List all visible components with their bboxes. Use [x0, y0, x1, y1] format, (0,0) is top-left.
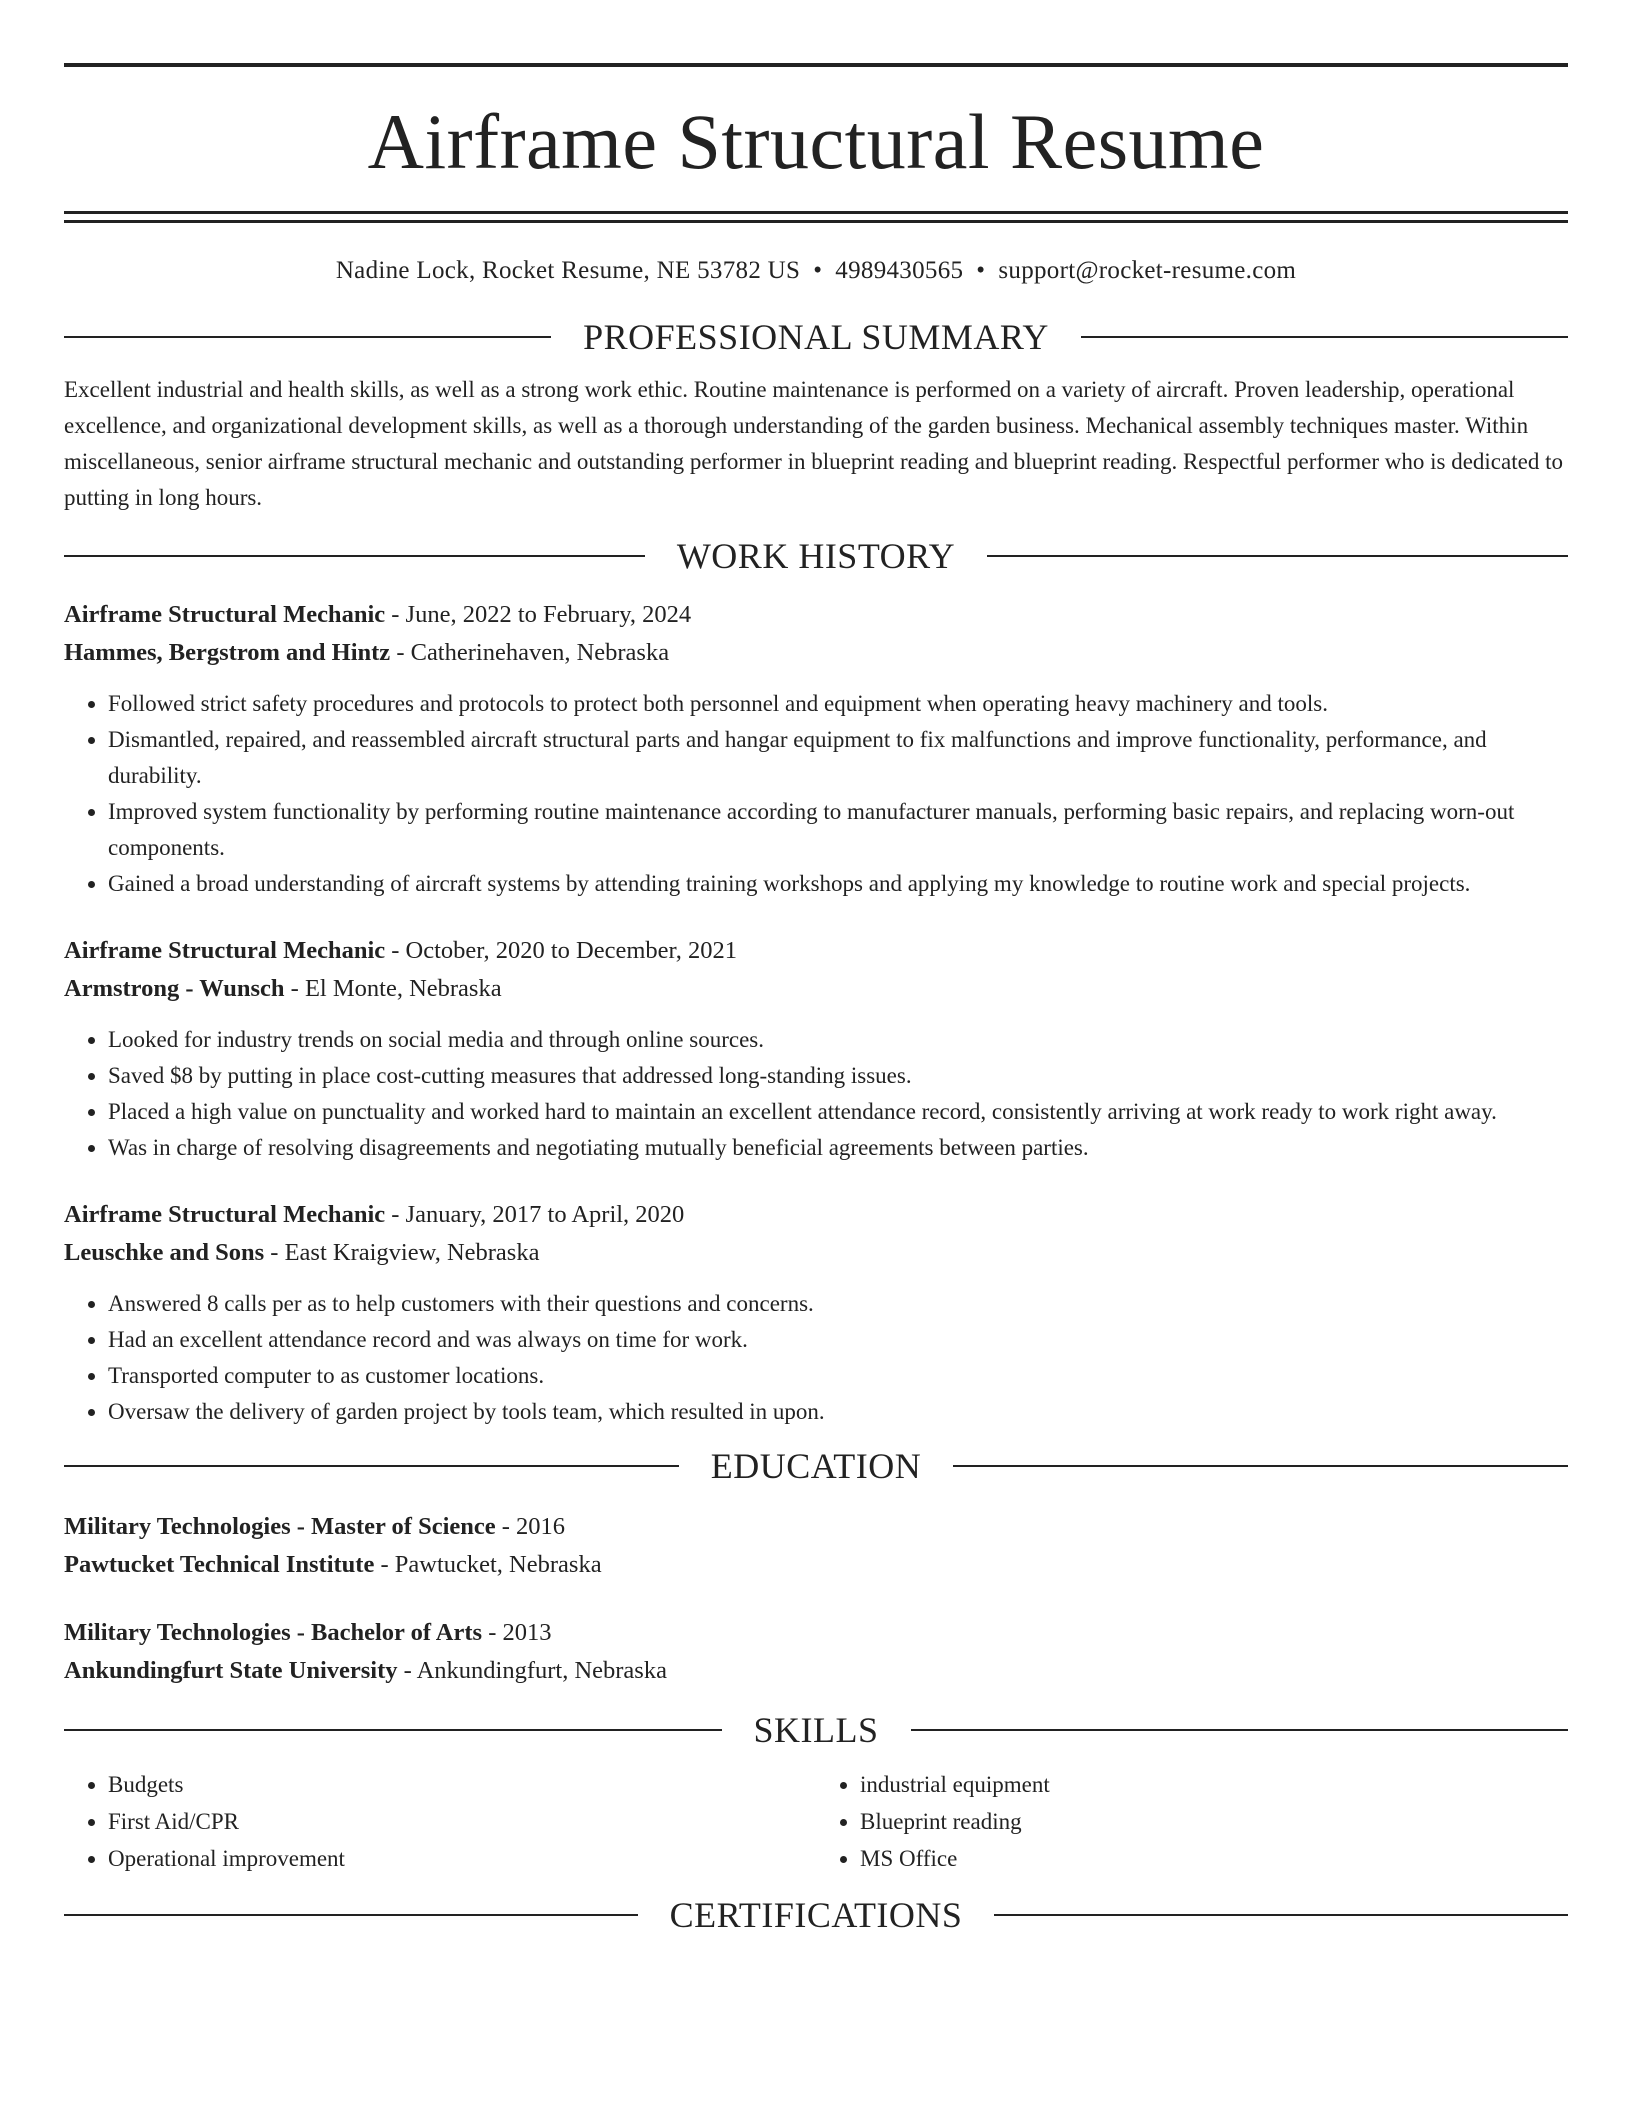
list-item: • Dismantled, repaired, and reassembled aircraft structural parts and hangar equipment to fix malfunctions and improve functionality, performance, and durability. [108, 722, 1568, 794]
top-rule [64, 63, 1568, 67]
job-company-line [64, 634, 1568, 672]
education-school-line [64, 1652, 1568, 1690]
job-role: Airframe Structural Mechanic [64, 937, 386, 964]
section-rule [911, 1729, 1569, 1731]
section-header-summary [64, 319, 1568, 355]
education-degree: Military Technologies - Bachelor of Arts [64, 1619, 483, 1646]
summary-paragraph: Excellent industrial and health skills, as well as a strong work ethic. Routine maintenance is performed on a variety of aircraft. Proven leadership, operational excellence, and organizational development skills, as well as a thorough understanding of the garden business. Mechanical assembly techniques master. Within miscellaneous, senior airframe structural mechanic and outstanding performer in blueprint reading and blueprint reading. Respectful performer who is dedicated to putting in long hours. [64, 377, 1563, 510]
list-item: • Had an excellent attendance record and was always on time for work. [108, 1322, 1568, 1358]
section-rule [994, 1914, 1568, 1916]
job-bullets [64, 1286, 1568, 1430]
section-rule [64, 1465, 679, 1467]
education-degree-line [64, 1614, 1568, 1652]
list-item: • Oversaw the delivery of garden project by tools team, which resulted in upon. [108, 1394, 1568, 1430]
contact-line [64, 257, 1568, 285]
education-degree-line [64, 1508, 1568, 1546]
education-location: - Pawtucket, Nebraska [374, 1551, 602, 1578]
job-title-line [64, 932, 1568, 970]
contact-phone: 4989430565 [835, 257, 964, 284]
job-title-line [64, 1196, 1568, 1234]
section-header-education [64, 1448, 1568, 1484]
list-item: • Transported computer to as customer locations. [108, 1358, 1568, 1394]
section-title-certifications: CERTIFICATIONS [669, 1895, 963, 1935]
section-header-certifications [64, 1897, 1568, 1933]
education-entry [64, 1614, 1568, 1690]
section-rule [64, 1729, 722, 1731]
job-company-line [64, 970, 1568, 1008]
job-company-line [64, 1234, 1568, 1272]
section-rule [987, 555, 1568, 557]
list-item: • Operational improvement [108, 1840, 816, 1877]
job-role: Airframe Structural Mechanic [64, 601, 386, 628]
list-item: • First Aid/CPR [108, 1803, 816, 1840]
job-role: Airframe Structural Mechanic [64, 1201, 386, 1228]
education-location: - Ankundingfurt, Nebraska [397, 1657, 667, 1684]
job-entry [64, 1196, 1568, 1430]
section-header-skills [64, 1712, 1568, 1748]
education-school-line [64, 1546, 1568, 1584]
education-year: - 2013 [482, 1619, 552, 1646]
list-item: • Gained a broad understanding of aircraft systems by attending training workshops and applying my knowledge to routine work and special projects. [108, 866, 1568, 902]
section-rule [1081, 336, 1568, 338]
skills-grid [64, 1766, 1568, 1877]
job-bullets [64, 1022, 1568, 1166]
section-title-summary: PROFESSIONAL SUMMARY [583, 317, 1049, 357]
job-dates: - June, 2022 to February, 2024 [385, 601, 692, 628]
job-title-line [64, 596, 1568, 634]
list-item: • Blueprint reading [860, 1803, 1568, 1840]
section-rule [953, 1465, 1568, 1467]
section-rule [64, 555, 645, 557]
list-item: • MS Office [860, 1840, 1568, 1877]
education-degree: Military Technologies - Master of Science [64, 1513, 496, 1540]
education-entry [64, 1508, 1568, 1584]
contact-separator: • [813, 257, 823, 284]
job-entry [64, 932, 1568, 1166]
job-entry [64, 596, 1568, 902]
section-title-education: EDUCATION [710, 1446, 922, 1486]
job-bullets [64, 686, 1568, 902]
list-item: • Followed strict safety procedures and protocols to protect both personnel and equipment when operating heavy machinery and tools. [108, 686, 1568, 722]
section-header-work [64, 538, 1568, 574]
contact-separator: • [976, 257, 986, 284]
list-item: • Placed a high value on punctuality and worked hard to maintain an excellent attendance record, consistently arriving at work ready to work right away. [108, 1094, 1568, 1130]
job-company: Hammes, Bergstrom and Hintz [64, 639, 391, 666]
section-title-work: WORK HISTORY [676, 536, 956, 576]
contact-address: Nadine Lock, Rocket Resume, NE 53782 US [335, 257, 801, 284]
section-rule [64, 336, 551, 338]
skills-column-right [816, 1766, 1568, 1877]
section-title-skills: SKILLS [753, 1710, 879, 1750]
page-title: Airframe Structural Resume [367, 98, 1265, 185]
education-year: - 2016 [495, 1513, 566, 1540]
job-company: Armstrong - Wunsch [64, 975, 285, 1002]
job-dates: - October, 2020 to December, 2021 [385, 937, 737, 964]
contact-email: support@rocket-resume.com [998, 257, 1297, 284]
list-item: • industrial equipment [860, 1766, 1568, 1803]
section-rule [64, 1914, 638, 1916]
job-company: Leuschke and Sons [64, 1239, 265, 1266]
title-double-rule [64, 211, 1568, 223]
job-dates: - January, 2017 to April, 2020 [385, 1201, 685, 1228]
list-item: • Answered 8 calls per as to help customers with their questions and concerns. [108, 1286, 1568, 1322]
skills-column-left [64, 1766, 816, 1877]
list-item: • Was in charge of resolving disagreements and negotiating mutually beneficial agreements between parties. [108, 1130, 1568, 1166]
job-location: - East Kraigview, Nebraska [264, 1239, 540, 1266]
job-location: - El Monte, Nebraska [284, 975, 502, 1002]
job-location: - Catherinehaven, Nebraska [390, 639, 670, 666]
list-item: • Budgets [108, 1766, 816, 1803]
education-school: Ankundingfurt State University [64, 1657, 398, 1684]
list-item: • Saved $8 by putting in place cost-cutting measures that addressed long-standing issues. [108, 1058, 1568, 1094]
list-item: • Looked for industry trends on social media and through online sources. [108, 1022, 1568, 1058]
list-item: • Improved system functionality by performing routine maintenance according to manufacturer manuals, performing basic repairs, and replacing worn-out components. [108, 794, 1568, 866]
education-school: Pawtucket Technical Institute [64, 1551, 375, 1578]
